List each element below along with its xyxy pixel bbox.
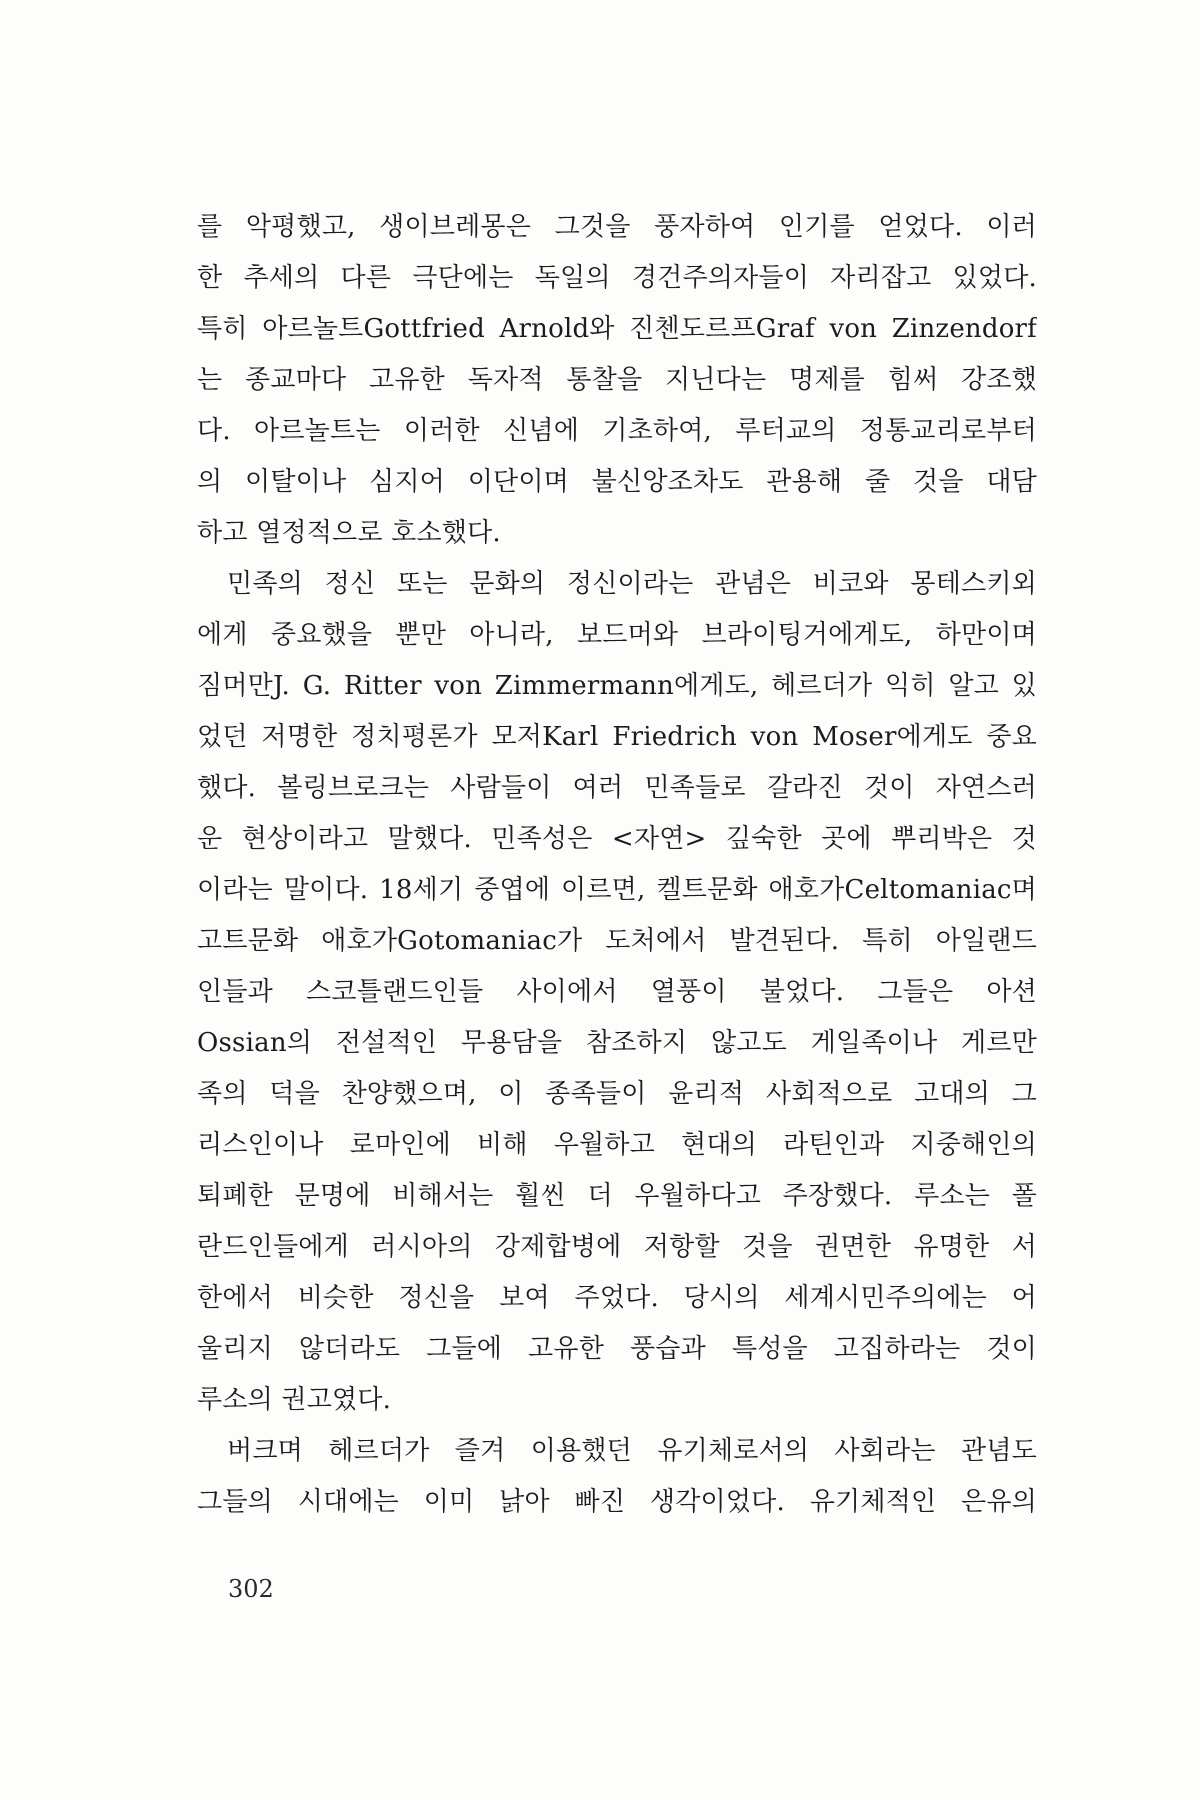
text-line: 울리지 않더라도 그들에 고유한 풍습과 특성을 고집하라는 것이 (197, 1334, 1037, 1364)
text-line: 한에서 비슷한 정신을 보여 주었다. 당시의 세계시민주의에는 어 (197, 1283, 1037, 1313)
text-line: 버크며 헤르더가 즐겨 이용했던 유기체로서의 사회라는 관념도 (227, 1436, 1037, 1466)
text-line: 하고 열정적으로 호소했다. (197, 518, 501, 548)
text-line: 고트문화 애호가Gotomaniac가 도처에서 발견된다. 특히 아일랜드 (197, 926, 1037, 956)
text-line: 민족의 정신 또는 문화의 정신이라는 관념은 비코와 몽테스키외 (227, 569, 1037, 599)
text-line: 그들의 시대에는 이미 낡아 빠진 생각이었다. 유기체적인 은유의 (197, 1487, 1037, 1517)
body-text (197, 202, 1037, 1528)
text-line: 를 악평했고, 생이브레몽은 그것을 풍자하여 인기를 얻었다. 이러 (197, 212, 1037, 242)
text-line: 었던 저명한 정치평론가 모저Karl Friedrich von Moser에게도 중요 (197, 722, 1037, 752)
text-line: 에게 중요했을 뿐만 아니라, 보드머와 브라이팅거에게도, 하만이며 (197, 620, 1037, 650)
text-line: 퇴폐한 문명에 비해서는 훨씬 더 우월하다고 주장했다. 루소는 폴 (197, 1181, 1037, 1211)
text-line: 란드인들에게 러시아의 강제합병에 저항할 것을 권면한 유명한 서 (197, 1232, 1037, 1262)
text-line: 는 종교마다 고유한 독자적 통찰을 지닌다는 명제를 힘써 강조했 (197, 365, 1037, 395)
text-line: 루소의 권고였다. (197, 1385, 392, 1415)
text-line: 의 이탈이나 심지어 이단이며 불신앙조차도 관용해 줄 것을 대담 (197, 467, 1037, 497)
text-line: 한 추세의 다른 극단에는 독일의 경건주의자들이 자리잡고 있었다. (197, 263, 1037, 293)
text-line: 운 현상이라고 말했다. 민족성은 <자연> 깊숙한 곳에 뿌리박은 것 (197, 824, 1037, 854)
text-line: 이라는 말이다. 18세기 중엽에 이르면, 켈트문화 애호가Celtomaniac며 (197, 875, 1037, 905)
text-line: 인들과 스코틀랜드인들 사이에서 열풍이 불었다. 그들은 아션 (197, 977, 1037, 1007)
text-line: 다. 아르놀트는 이러한 신념에 기초하여, 루터교의 정통교리로부터 (197, 416, 1037, 446)
text-line: 리스인이나 로마인에 비해 우월하고 현대의 라틴인과 지중해인의 (197, 1130, 1037, 1160)
text-line: 짐머만J. G. Ritter von Zimmermann에게도, 헤르더가 익히 알고 있 (197, 671, 1037, 701)
text-line: 특히 아르놀트Gottfried Arnold와 진첸도르프Graf von Zinzendorf (197, 314, 1037, 344)
text-line: Ossian의 전설적인 무용담을 참조하지 않고도 게일족이나 게르만 (197, 1028, 1037, 1058)
text-line: 했다. 볼링브로크는 사람들이 여러 민족들로 갈라진 것이 자연스러 (197, 773, 1037, 803)
page-number: 302 (228, 1575, 274, 1603)
text-line: 족의 덕을 찬양했으며, 이 종족들이 윤리적 사회적으로 고대의 그 (197, 1079, 1037, 1109)
